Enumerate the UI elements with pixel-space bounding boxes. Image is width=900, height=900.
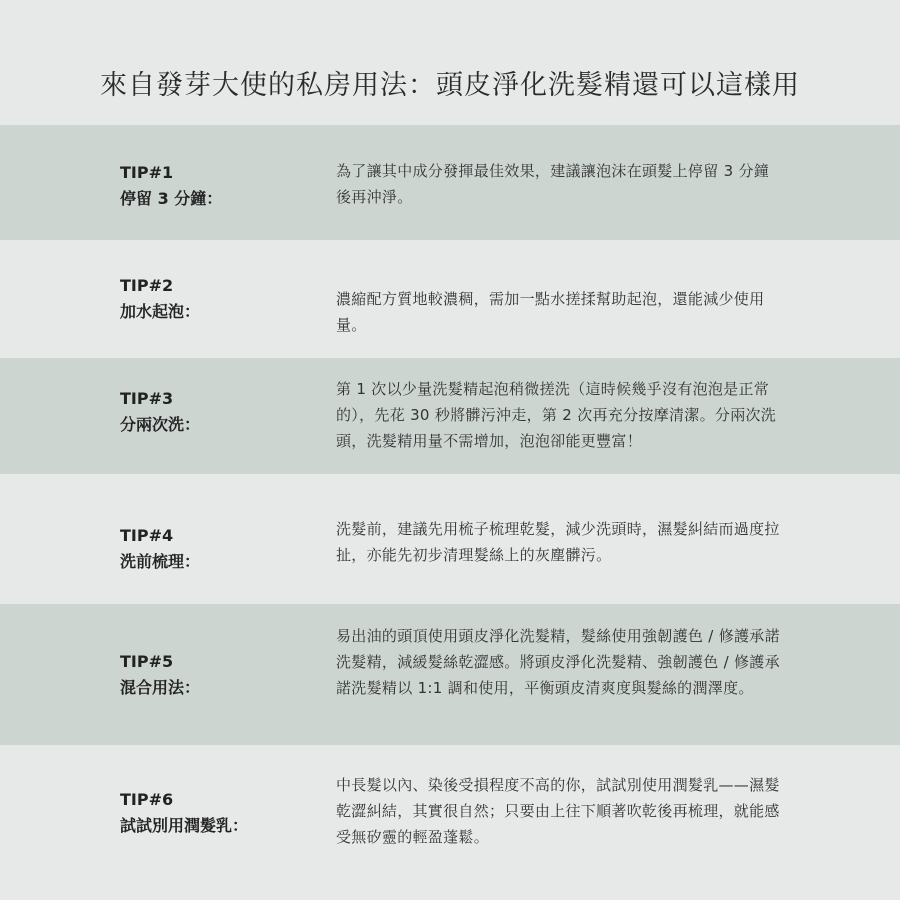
tip-name: 加水起泡： bbox=[120, 302, 201, 321]
tip-name: 混合用法： bbox=[120, 678, 201, 697]
tip-id: TIP#1 bbox=[120, 163, 174, 182]
tip-id: TIP#4 bbox=[120, 526, 174, 545]
tip-name: 試試別用潤髮乳： bbox=[120, 816, 249, 835]
tip-row-4 bbox=[0, 474, 900, 604]
tip-id: TIP#6 bbox=[120, 790, 174, 809]
tip-row-2 bbox=[0, 240, 900, 358]
tip-id: TIP#2 bbox=[120, 276, 174, 295]
tip-heading bbox=[120, 649, 200, 701]
tip-text: 中長髮以內、染後受損程度不高的你，試試別使用潤髮乳——濕髮乾澀糾結，其實很自然；只要由上往下順著吹乾後再梳理，就能感受無矽靈的輕盈蓬鬆。 bbox=[336, 776, 780, 846]
tip-text: 易出油的頭頂使用頭皮淨化洗髮精，髮絲使用強韌護色 / 修護承諾洗髮精，減緩髮絲乾澀感。將頭皮淨化洗髮精、強韌護色 / 修護承諾洗髮精以 1:1 調和使用，平衡頭皮清爽度與髮絲的潤澤度。 bbox=[336, 627, 780, 697]
tip-row-3 bbox=[0, 358, 900, 474]
tip-row-5 bbox=[0, 604, 900, 745]
tip-id: TIP#5 bbox=[120, 652, 174, 671]
tip-text: 洗髮前，建議先用梳子梳理乾髮，減少洗頭時，濕髮糾結而過度拉扯，亦能先初步清理髮絲上的灰塵髒污。 bbox=[336, 520, 780, 564]
tip-id: TIP#3 bbox=[120, 389, 174, 408]
tip-name: 洗前梳理： bbox=[120, 552, 201, 571]
tip-heading bbox=[120, 523, 200, 575]
tip-name: 停留 3 分鐘： bbox=[120, 189, 223, 208]
tip-heading bbox=[120, 787, 248, 839]
tip-heading bbox=[120, 386, 200, 438]
tip-row-6 bbox=[0, 745, 900, 900]
tip-text: 濃縮配方質地較濃稠，需加一點水搓揉幫助起泡，還能減少使用量。 bbox=[336, 290, 765, 334]
page-title: 來自發芽大使的私房用法：頭皮淨化洗髮精還可以這樣用 bbox=[100, 70, 800, 101]
tip-heading bbox=[120, 160, 222, 212]
tip-text: 第 1 次以少量洗髮精起泡稍微搓洗（這時候幾乎沒有泡泡是正常的），先花 30 秒將髒污沖走，第 2 次再充分按摩清潔。分兩次洗頭，洗髮精用量不需增加，泡泡卻能更豐富！ bbox=[336, 380, 777, 450]
tip-row-1 bbox=[0, 125, 900, 240]
tip-name: 分兩次洗： bbox=[120, 415, 201, 434]
tip-text: 為了讓其中成分發揮最佳效果，建議讓泡沫在頭髮上停留 3 分鐘後再沖淨。 bbox=[336, 162, 770, 206]
tip-heading bbox=[120, 273, 200, 325]
